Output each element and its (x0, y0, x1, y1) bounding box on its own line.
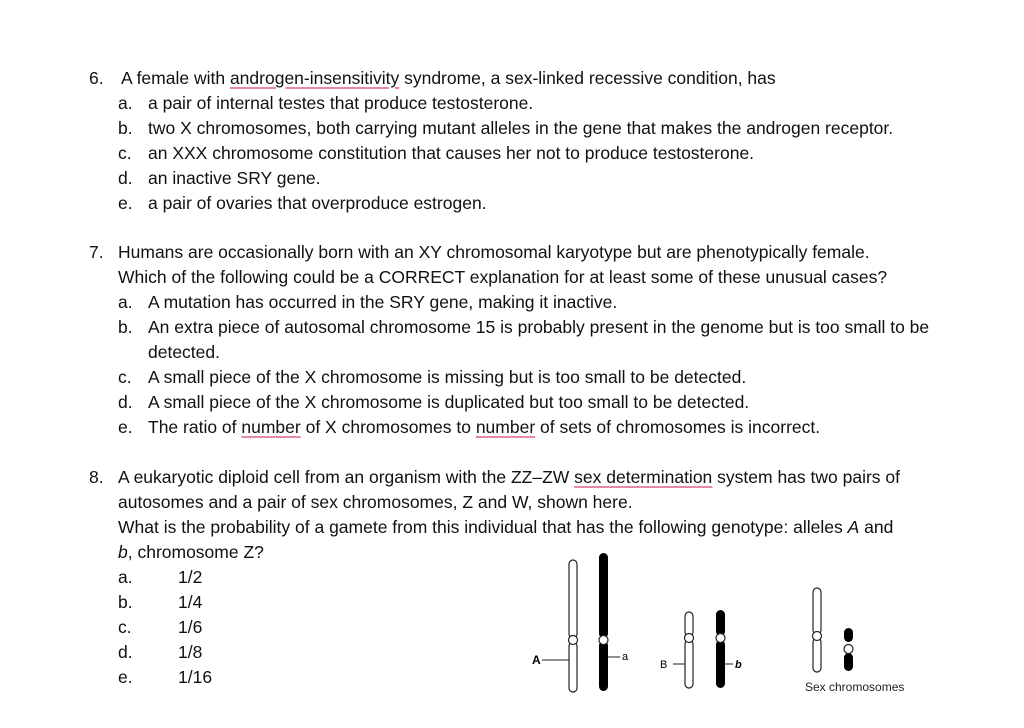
question-number: 7. (89, 242, 104, 262)
answer-option: b. An extra piece of autosomal chromosome 15 is probably present in the genome but is too small to be detected. (118, 317, 930, 362)
allele-label-A: A (532, 653, 541, 667)
answer-option: e. a pair of ovaries that overproduce estrogen. (118, 193, 487, 213)
chromosome-A-outlined (569, 560, 578, 692)
question-stem-line: Humans are occasionally born with an XY chromosomal karyotype but are phenotypically female. (118, 242, 870, 262)
chromosome-figure (532, 552, 932, 698)
question-number: 8. (89, 467, 104, 487)
allele-label-B: B (660, 659, 668, 671)
spellcheck-underlined-word: number (241, 417, 301, 437)
answer-option: c. A small piece of the X chromosome is missing but is too small to be detected. (118, 367, 747, 387)
answer-option: e. The ratio of number of X chromosomes to number of sets of chromosomes is incorrect. (118, 417, 821, 437)
answer-option: d. 1/8 (118, 642, 203, 662)
question-stem: A female with androgen-insensitivity syndrome, a sex-linked recessive condition, has (121, 68, 776, 88)
answer-option: a. 1/2 (118, 567, 203, 587)
allele-label-b: b (735, 659, 742, 671)
allele-label-a: a (622, 651, 629, 663)
spellcheck-underlined-word: sex determination (574, 467, 713, 487)
question-stem-line: A eukaryotic diploid cell from an organism with the ZZ–ZW sex determination system has two pairs of (118, 467, 901, 487)
answer-option: e. 1/16 (118, 667, 213, 687)
answer-option: b. 1/4 (118, 592, 203, 612)
sex-chromosomes-caption: Sex chromosomes (805, 680, 905, 694)
chromosome-a-filled (599, 553, 608, 691)
answer-option: a. a pair of internal testes that produce testosterone. (118, 93, 534, 113)
question-stem-line: autosomes and a pair of sex chromosomes, Z and W, shown here. (118, 492, 633, 512)
chromosome-B-outlined (685, 612, 694, 688)
answer-option: d. an inactive SRY gene. (118, 168, 321, 188)
answer-option: c. 1/6 (118, 617, 203, 637)
answer-option: a. A mutation has occurred in the SRY gene, making it inactive. (118, 292, 618, 312)
question-stem-line: Which of the following could be a CORRECT explanation for at least some of these unusual cases? (118, 267, 888, 287)
answer-option: c. an XXX chromosome constitution that causes her not to produce testosterone. (118, 143, 755, 163)
answer-option: b. two X chromosomes, both carrying mutant alleles in the gene that makes the androgen receptor. (118, 118, 894, 138)
spellcheck-underlined-word: androgen-insensitivity (229, 68, 400, 88)
question-stem-line: b, chromosome Z? (118, 542, 264, 562)
question-stem-line: What is the probability of a gamete from this individual that has the following genotype: alleles A and (118, 517, 894, 537)
chromosome-b-filled (716, 610, 725, 688)
answer-option: d. A small piece of the X chromosome is duplicated but too small to be detected. (118, 392, 750, 412)
chromosome-W-filled (844, 628, 853, 671)
chromosome-Z-outlined (813, 588, 822, 672)
question-6 (89, 66, 989, 216)
question-number: 6. (89, 68, 104, 88)
question-7 (89, 240, 989, 440)
spellcheck-underlined-word: number (475, 417, 536, 437)
